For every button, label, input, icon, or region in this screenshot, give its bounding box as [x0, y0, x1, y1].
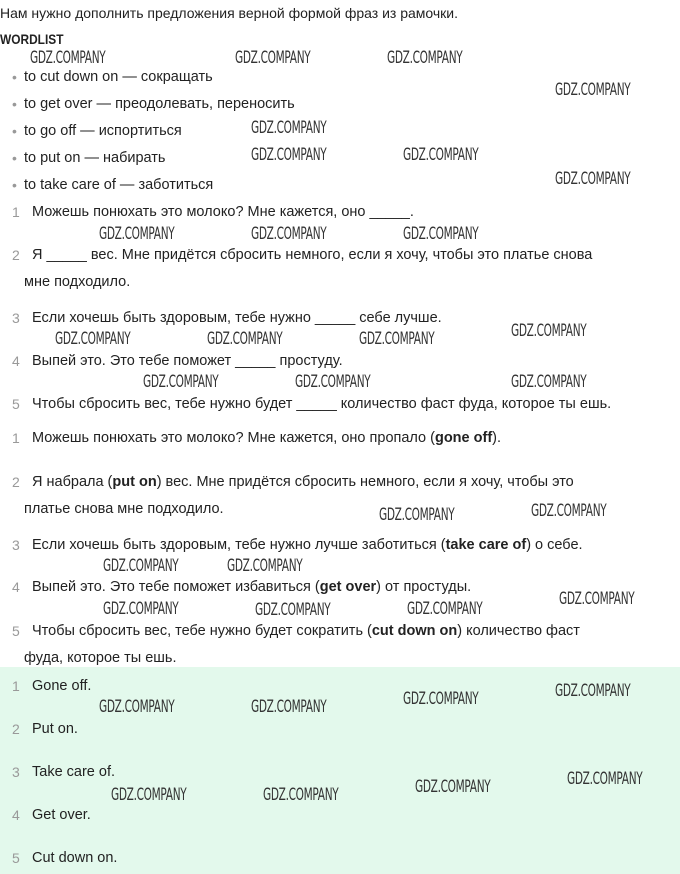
wordlist-item-text: to go off — испортиться: [24, 123, 182, 139]
watermark: GDZ.COMPANY: [99, 224, 175, 244]
question-text: мне подходило.: [24, 274, 131, 290]
answer-number: 1: [12, 678, 20, 694]
watermark: GDZ.COMPANY: [555, 80, 631, 100]
question-text: Можешь понюхать это молоко? Мне кажется, оно _____.: [32, 204, 414, 220]
translation-part: Выпей это. Это тебе поможет избавиться (: [32, 579, 320, 595]
translation-part: Я набрала (: [32, 474, 113, 490]
wordlist-item-text: to cut down on — сокращать: [24, 69, 213, 85]
watermark: GDZ.COMPANY: [255, 600, 331, 620]
watermark: GDZ.COMPANY: [379, 505, 455, 525]
watermark: GDZ.COMPANY: [407, 599, 483, 619]
watermark: GDZ.COMPANY: [251, 697, 327, 717]
watermark: GDZ.COMPANY: [403, 224, 479, 244]
translation-number: 1: [12, 430, 20, 446]
watermark: GDZ.COMPANY: [555, 169, 631, 189]
answer-text: Get over.: [32, 807, 91, 823]
translation-part: Если хочешь быть здоровым, тебе нужно лучше заботиться (: [32, 537, 446, 553]
bullet-icon: •: [12, 177, 17, 193]
translation-part: ).: [492, 430, 502, 446]
watermark: GDZ.COMPANY: [235, 48, 311, 68]
answer-text: Take care of.: [32, 764, 116, 780]
translation-part: ) количество фаст: [457, 623, 580, 639]
watermark: GDZ.COMPANY: [111, 785, 187, 805]
watermark: GDZ.COMPANY: [227, 556, 303, 576]
bullet-icon: •: [12, 69, 17, 85]
translation-number: 4: [12, 579, 20, 595]
question-text: Выпей это. Это тебе поможет _____ простуду.: [32, 353, 343, 369]
bullet-icon: •: [12, 96, 17, 112]
translation-text: [32, 622, 580, 640]
answer-number: 2: [12, 721, 20, 737]
question-number: 4: [12, 353, 20, 369]
translation-part: Чтобы сбросить вес, тебе нужно будет сократить (: [32, 623, 372, 639]
answer-text: Gone off.: [32, 678, 92, 694]
translation-part: Можешь понюхать это молоко? Мне кажется, оно пропало (: [32, 430, 435, 446]
translation-text: платье снова мне подходило.: [24, 501, 224, 517]
watermark: GDZ.COMPANY: [143, 372, 219, 392]
watermark: GDZ.COMPANY: [251, 145, 327, 165]
question-text: Чтобы сбросить вес, тебе нужно будет _____ количество фаст фуда, которое ты ешь.: [32, 396, 612, 412]
question-number: 3: [12, 310, 20, 326]
watermark: GDZ.COMPANY: [555, 681, 631, 701]
translation-part: ) вес. Мне придётся сбросить немного, если я хочу, чтобы это: [156, 474, 574, 490]
watermark: GDZ.COMPANY: [295, 372, 371, 392]
watermark: GDZ.COMPANY: [531, 501, 607, 521]
task-instruction: Нам нужно дополнить предложения верной формой фраз из рамочки.: [0, 5, 459, 21]
translation-text: фуда, которое ты ешь.: [24, 650, 177, 666]
wordlist-item-text: to put on — набирать: [24, 150, 166, 166]
watermark: GDZ.COMPANY: [207, 329, 283, 349]
translation-text: [32, 473, 574, 491]
answer-phrase: cut down on: [371, 623, 458, 639]
answer-number: 3: [12, 764, 20, 780]
watermark: GDZ.COMPANY: [511, 372, 587, 392]
question-text: Я _____ вес. Мне придётся сбросить немного, если я хочу, чтобы это платье снова: [32, 247, 593, 263]
question-text: Если хочешь быть здоровым, тебе нужно _____ себе лучше.: [32, 310, 442, 326]
answer-text: Put on.: [32, 721, 78, 737]
wordlist-item-text: to take care of — заботиться: [24, 177, 214, 193]
watermark: GDZ.COMPANY: [403, 689, 479, 709]
watermark: GDZ.COMPANY: [403, 145, 479, 165]
watermark: GDZ.COMPANY: [99, 697, 175, 717]
watermark: GDZ.COMPANY: [55, 329, 131, 349]
watermark: GDZ.COMPANY: [103, 599, 179, 619]
wordlist-item-text: to get over — преодолевать, переносить: [24, 96, 295, 112]
bullet-icon: •: [12, 123, 17, 139]
question-number: 2: [12, 247, 20, 263]
translation-text: [32, 536, 583, 554]
answer-number: 4: [12, 807, 20, 823]
question-number: 5: [12, 396, 20, 412]
answer-phrase: put on: [112, 474, 157, 490]
answer-number: 5: [12, 850, 20, 866]
watermark: GDZ.COMPANY: [251, 118, 327, 138]
question-number: 1: [12, 204, 20, 220]
wordlist-heading: WORDLIST: [0, 31, 64, 47]
translation-number: 5: [12, 623, 20, 639]
watermark: GDZ.COMPANY: [387, 48, 463, 68]
watermark: GDZ.COMPANY: [511, 321, 587, 341]
watermark: GDZ.COMPANY: [103, 556, 179, 576]
watermark: GDZ.COMPANY: [359, 329, 435, 349]
watermark: GDZ.COMPANY: [263, 785, 339, 805]
bullet-icon: •: [12, 150, 17, 166]
answer-phrase: take care of: [445, 537, 527, 553]
translation-part: ) о себе.: [526, 537, 583, 553]
watermark: GDZ.COMPANY: [251, 224, 327, 244]
translation-number: 2: [12, 474, 20, 490]
translation-text: [32, 429, 501, 447]
watermark: GDZ.COMPANY: [567, 769, 643, 789]
translation-part: ) от простуды.: [376, 579, 472, 595]
answer-text: Cut down on.: [32, 850, 118, 866]
answer-phrase: get over: [319, 579, 377, 595]
answer-phrase: gone off: [434, 430, 493, 446]
watermark: GDZ.COMPANY: [559, 589, 635, 609]
watermark: GDZ.COMPANY: [30, 48, 106, 68]
watermark: GDZ.COMPANY: [415, 777, 491, 797]
translation-number: 3: [12, 537, 20, 553]
translation-text: [32, 578, 471, 596]
